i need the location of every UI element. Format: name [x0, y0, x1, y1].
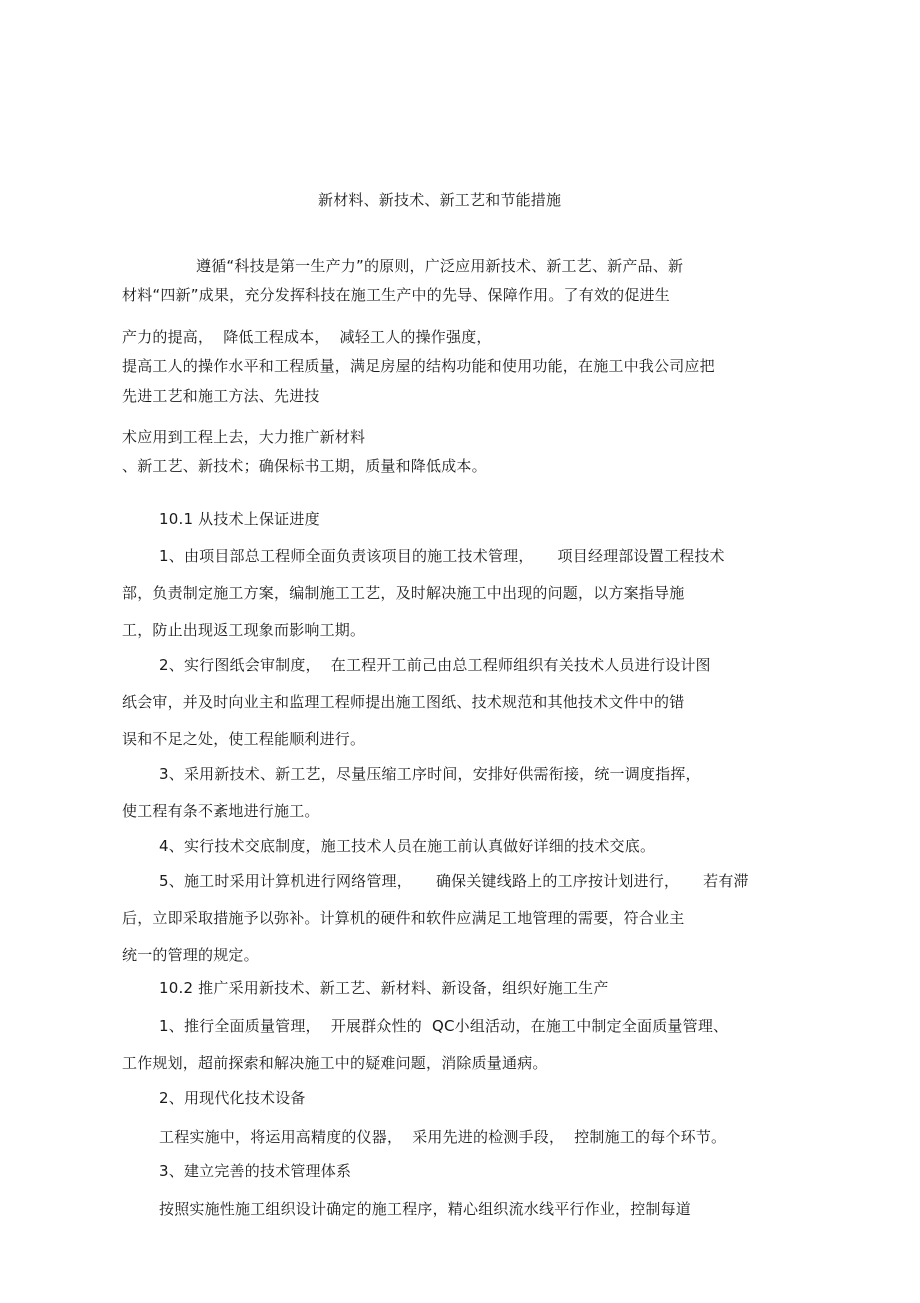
text-line: 术应用到工程上去，大力推广新材料	[122, 428, 366, 446]
text-line: 后，立即采取措施予以弥补。计算机的硬件和软件应满足工地管理的需要，符合业主	[122, 909, 685, 927]
text-line	[159, 655, 711, 675]
text-segment: 1、由项目部总工程师全面负责该项目的施工技术管理，	[159, 547, 534, 565]
text-segment: 减轻工人的操作强度，	[339, 328, 492, 346]
section-heading: 10.2 推广采用新技术、新工艺、新材料、新设备，组织好施工生产	[159, 979, 609, 997]
text-line: 使工程有条不紊地进行施工。	[122, 802, 320, 820]
text-line: 4、实行技术交底制度，施工技术人员在施工前认真做好详细的技术交底。	[159, 837, 656, 855]
text-line: 3、建立完善的技术管理体系	[159, 1162, 352, 1180]
text-segment: 若有滞	[703, 872, 749, 890]
text-segment: 5、施工时采用计算机进行网络管理，	[159, 872, 412, 890]
text-line: 3、采用新技术、新工艺，尽量压缩工序时间，安排好供需衔接，统一调度指挥，	[159, 765, 701, 783]
text-segment: 2、实行图纸会审制度，	[159, 656, 321, 674]
text-line: 统一的管理的规定。	[122, 946, 259, 964]
text-segment: 项目经理部设置工程技术	[557, 547, 725, 565]
text-line: 2、用现代化技术设备	[159, 1089, 306, 1107]
text-line: 纸会审，并及时向业主和监理工程师提出施工图纸、技术规范和其他技术文件中的错	[122, 693, 685, 711]
text-line: 误和不足之处，使工程能顺利进行。	[122, 730, 366, 748]
text-segment: 开展群众性的	[330, 1017, 422, 1035]
text-line: 先进工艺和施工方法、先进技	[122, 387, 320, 405]
text-line: 材料“四新”成果，充分发挥科技在施工生产中的先导、保障作用。了有效的促进生	[122, 286, 670, 304]
text-line: 提高工人的操作水平和工程质量，满足房屋的结构功能和使用功能，在施工中我公司应把	[122, 357, 715, 375]
text-segment: 产力的提高，	[122, 328, 214, 346]
text-line	[159, 871, 749, 891]
text-segment: 在工程开工前己由总工程师组织有关技术人员进行设计图	[330, 656, 711, 674]
text-line	[159, 546, 725, 566]
text-line: 按照实施性施工组织设计确定的施工程序，精心组织流水线平行作业，控制每道	[159, 1200, 692, 1218]
text-segment: 控制施工的每个环节。	[574, 1128, 727, 1146]
text-line: 工作规划，超前探索和解决施工中的疑难问题，消除质量通病。	[122, 1054, 548, 1072]
text-segment: 采用先进的检测手段，	[412, 1128, 565, 1146]
text-segment: 工程实施中，将运用高精度的仪器，	[159, 1128, 403, 1146]
document-title: 新材料、新技术、新工艺和节能措施	[318, 191, 562, 209]
section-heading: 10.1 从技术上保证进度	[159, 510, 320, 528]
text-line	[159, 1127, 726, 1147]
text-segment: 确保关键线路上的工序按计划进行，	[435, 872, 680, 890]
text-line	[159, 1016, 728, 1036]
text-segment: QC小组活动，在施工中制定全面质量管理、	[431, 1017, 729, 1035]
text-line: 遵循“科技是第一生产力”的原则，广泛应用新技术、新工艺、新产品、新	[196, 257, 684, 275]
text-segment: 1、推行全面质量管理，	[159, 1017, 321, 1035]
text-line: 工，防止出现返工现象而影响工期。	[122, 621, 366, 639]
text-line: 部，负责制定施工方案，编制施工工艺，及时解决施工中出现的问题，以方案指导施	[122, 584, 685, 602]
text-segment: 降低工程成本，	[223, 328, 330, 346]
text-line: 、新工艺、新技术；确保标书工期，质量和降低成本。	[122, 457, 487, 475]
text-line	[122, 327, 492, 347]
